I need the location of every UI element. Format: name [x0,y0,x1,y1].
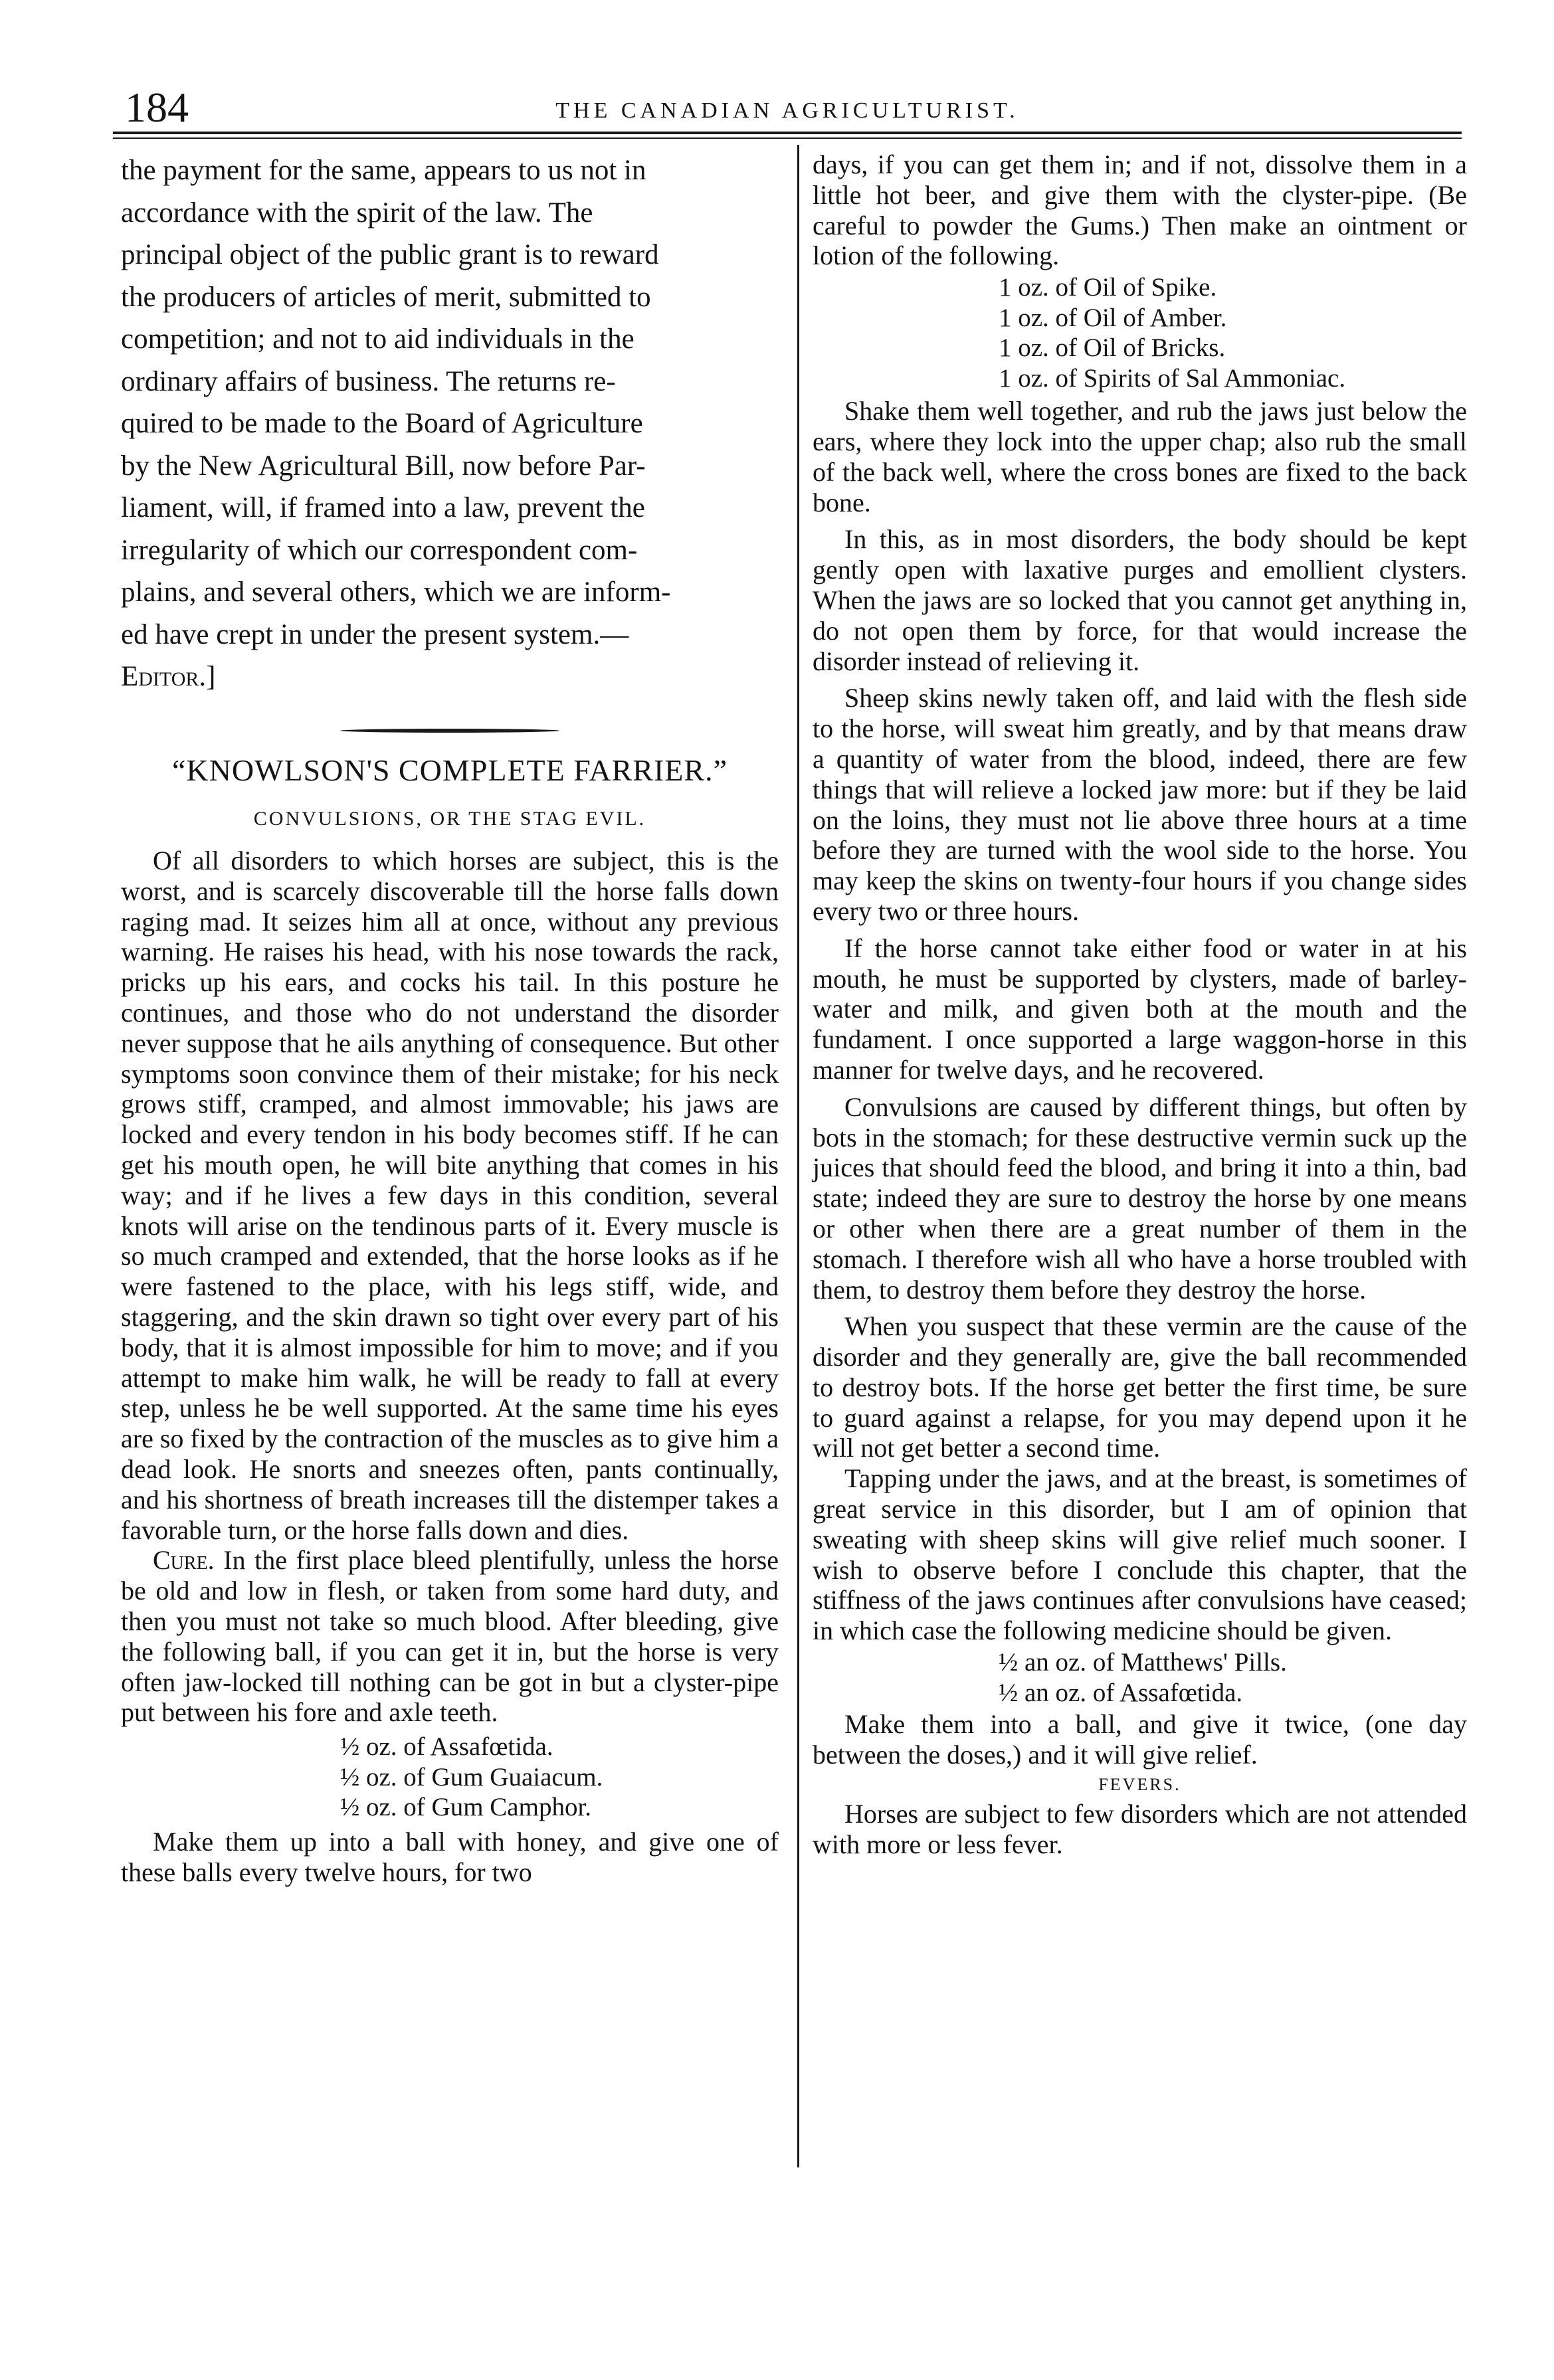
recipe-item: ½ an oz. of Assafœtida. [999,1678,1243,1707]
intro-line: liament, will, if framed into a law, prevent the [121,492,645,523]
recipe-list [813,272,1467,393]
recipe-list [121,1732,779,1823]
intro-line: the payment for the same, appears to us not in [121,155,646,186]
section-heading-fevers: FEVERS. [1098,1774,1181,1794]
paragraph: Of all disorders to which horses are subject, this is the worst, and is scarcely discoverable till the horse falls down raging mad. It seizes him all at once, without any previous warning. He raises his head, with his nose towards the rack, pricks up his ears, and cocks his tail. In this posture he continues, and those who do not understand the disorder never suppose that he ails anything of consequence. But other symptoms soon convince them of their mistake; for his neck grows stiff, cramped, and almost immovable; his jaws are locked and every tendon in his body becomes stiff. If he can get his mouth open, he will bite anything that comes in his way; and if he lives a few days in this condition, several knots will arise on the tendinous parts of it. Every muscle is so much cramped and extended, that the horse looks as if he were fastened to the place, with his legs stiff, wide, and staggering, and the skin drawn so tight over every part of his body, that it is almost impossible for him to move; and if you attempt to make him walk, he will be ready to fall at every step, unless he be well supported. At the same time his eyes are so fixed by the contraction of the muscles as to give him a dead look. He snorts and sneezes often, pants continually, and his shortness of breath increases till the distemper takes a favorable turn, or the horse falls down and dies. [121,846,779,1545]
intro-line-editor: Editor.] [121,661,216,692]
intro-line: principal object of the public grant is to reward [121,239,659,270]
recipe-item: ½ oz. of Assafœtida. [340,1732,553,1762]
header-rule-thin [113,137,1462,139]
recipe-list [813,1647,1467,1708]
intro-line: competition; and not to aid individuals in the [121,323,634,355]
paragraph: In this, as in most disorders, the body should be kept gently open with laxative purges and emollient clysters. When the jaws are so locked that you cannot get anything in, do not open them by force, for that would increase the disorder instead of relieving it. [813,524,1467,676]
column-divider [797,145,799,2167]
intro-line: the producers of articles of merit, submitted to [121,281,651,313]
cure-text: In the first place bleed plentifully, unless the horse be old and low in flesh, or taken from some hard duty, and then you must not take so much blood. After bleeding, give the following ball, if you can get it in, but the horse is very often jaw-locked till nothing can be got in but a clyster-pipe put between his fore and axle teeth. [121,1545,779,1728]
paragraph: Make them into a ball, and give it twice, (one day between the doses,) and it will give relief. [813,1709,1467,1770]
paragraph: Horses are subject to few disorders which are not attended with more or less fever. [813,1798,1467,1859]
recipe-item: 1 oz. of Spirits of Sal Ammoniac. [999,363,1346,393]
paragraph: Shake them well together, and rub the jaws just below the ears, where they lock into the upper chap; also rub the small of the back well, where the cross bones are fixed to the back bone. [813,396,1467,517]
section-ornament [121,725,779,734]
left-column [121,149,779,1887]
paragraph: When you suspect that these vermin are the cause of the disorder and they generally are, give the ball recommended to destroy bots. If the horse get better the first time, be sure to guard against a relapse, for you may depend upon it he will not get better a second time. [813,1311,1467,1463]
paragraph-cure [121,1545,779,1728]
intro-line: ed have crept in under the present system.— [121,618,629,650]
intro-line: irregularity of which our correspondent com- [121,534,638,566]
section-heading: CONVULSIONS, OR THE STAG EVIL. [253,808,646,830]
cure-label: Cure. [153,1545,215,1576]
intro-line: quired to be made to the Board of Agriculture [121,408,643,439]
page-header [113,73,1462,133]
header-rule [113,132,1462,134]
running-title: THE CANADIAN AGRICULTURIST. [555,98,1019,123]
page-number: 184 [125,84,189,131]
paragraph: Make them up into a ball with honey, and give one of these balls every twelve hours, for two [121,1826,779,1887]
intro-line: ordinary affairs of business. The returns re- [121,365,616,397]
recipe-item: ½ oz. of Gum Camphor. [340,1793,592,1822]
intro-line: by the New Agricultural Bill, now before Par- [121,450,646,482]
paragraph: If the horse cannot take either food or water in at his mouth, he must be supported by clysters, made of barley-water and milk, and given both at the mouth and the fundament. I once supported a large waggon-horse in this manner for twelve days, and he recovered. [813,933,1467,1085]
paragraph: days, if you can get them in; and if not, dissolve them in a little hot beer, and give them with the clyster-pipe. (Be careful to powder the Gums.) Then make an ointment or lotion of the following. [813,149,1467,271]
intro-line: accordance with the spirit of the law. The [121,197,593,229]
paragraph: Convulsions are caused by different things, but often by bots in the stomach; for these destructive vermin suck up the juices that should feed the blood, and bring it into a thin, bad state; indeed they are sure to destroy the horse by one means or other when there are a great number of them in the stomach. I therefore wish all who have a horse troubled with them, to destroy them before they destroy the horse. [813,1091,1467,1305]
right-column [813,149,1467,1859]
editor-note [121,149,779,698]
recipe-item: 1 oz. of Oil of Amber. [999,303,1227,332]
paragraph: Tapping under the jaws, and at the breast, is sometimes of great service in this disorder, but I am of opinion that sweating with sheep skins will give relief much sooner. I wish to observe before I conclude this chapter, that the stiffness of the jaws continues after convulsions have ceased; in which case the following medicine should be given. [813,1463,1467,1646]
paragraph: Sheep skins newly taken off, and laid with the flesh side to the horse, will sweat him greatly, and by that means draw a quantity of water from the blood, indeed, there are few things that will relieve a locked jaw more: but if they be laid on the loins, they must not lie above three hours at a time before they are turned with the wool side to the horse. You may keep the skins on twenty-four hours if you change sides every two or three hours. [813,683,1467,926]
recipe-item: ½ an oz. of Matthews' Pills. [999,1648,1287,1677]
article-title: “KNOWLSON'S COMPLETE FARRIER.” [171,753,728,787]
recipe-item: ½ oz. of Gum Guaiacum. [340,1762,603,1791]
recipe-item: 1 oz. of Oil of Bricks. [999,333,1226,363]
recipe-item: 1 oz. of Oil of Spike. [999,273,1217,302]
intro-line: plains, and several others, which we are inform- [121,577,671,608]
